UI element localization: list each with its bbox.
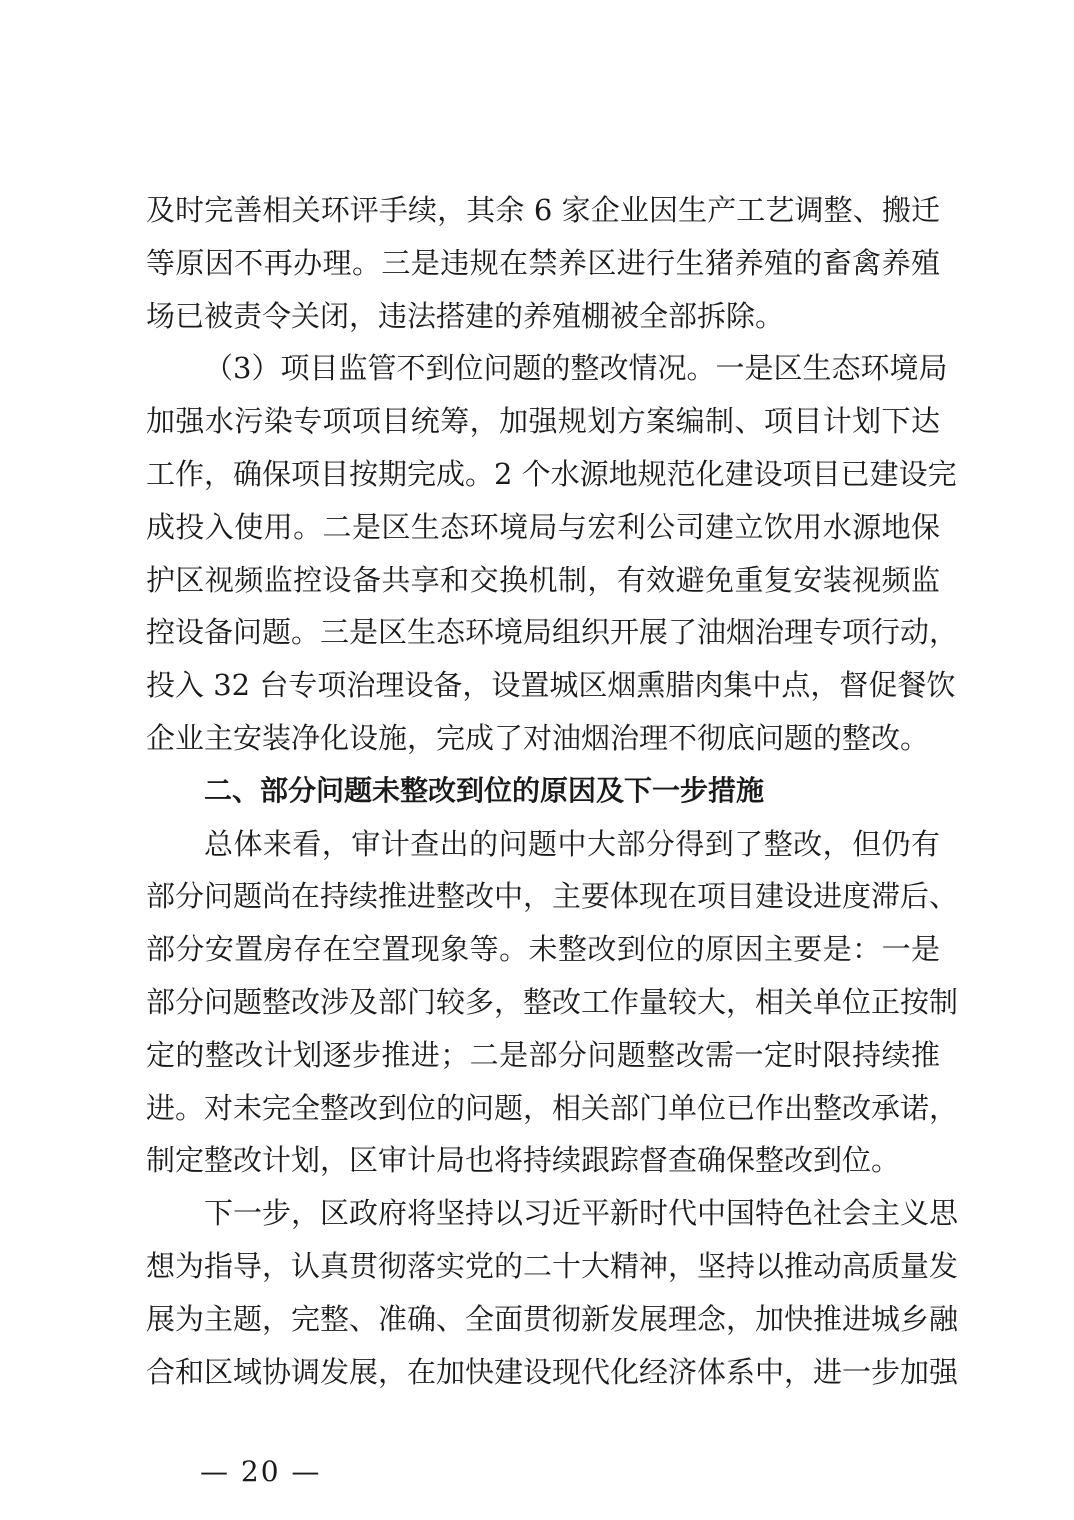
text-line: 部分问题尚在持续推进整改中，主要体现在项目建设进度滞后、 bbox=[146, 879, 959, 913]
text-line: 成投入使用。二是区生态环境局与宏利公司建立饮用水源地保 bbox=[146, 510, 940, 544]
text-line: 控设备问题。三是区生态环境局组织开展了油烟治理专项行动， bbox=[146, 615, 959, 649]
text-line: 下一步，区政府将坚持以习近平新时代中国特色社会主义思 bbox=[204, 1196, 959, 1230]
text-line: 想为指导，认真贯彻落实党的二十大精神，坚持以推动高质量发 bbox=[146, 1249, 959, 1283]
text-line: 部分问题整改涉及部门较多，整改工作量较大，相关单位正按制 bbox=[146, 985, 959, 1019]
text-line: 合和区域协调发展，在加快建设现代化经济体系中，进一步加强 bbox=[146, 1355, 959, 1389]
text-line: 展为主题，完整、准确、全面贯彻新发展理念，加快推进城乡融 bbox=[146, 1302, 959, 1336]
text-line: （3）项目监管不到位问题的整改情况。一是区生态环境局 bbox=[204, 351, 948, 385]
text-line: 进。对未完全整改到位的问题，相关部门单位已作出整改承诺， bbox=[146, 1091, 959, 1125]
text-line: 制定整改计划，区审计局也将持续跟踪督查确保整改到位。 bbox=[146, 1143, 901, 1177]
text-line: 企业主安装净化设施，完成了对油烟治理不彻底问题的整改。 bbox=[146, 721, 930, 755]
text-line: 部分安置房存在空置现象等。未整改到位的原因主要是：一是 bbox=[146, 932, 940, 966]
text-line: 等原因不再办理。三是违规在禁养区进行生猪养殖的畜禽养殖 bbox=[146, 246, 940, 280]
text-line: 总体来看，审计查出的问题中大部分得到了整改，但仍有 bbox=[204, 827, 940, 861]
text-line: 定的整改计划逐步推进；二是部分问题整改需一定时限持续推 bbox=[146, 1038, 940, 1072]
text-line: 护区视频监控设备共享和交换机制，有效避免重复安装视频监 bbox=[146, 563, 940, 597]
text-line: 及时完善相关环评手续，其余 6 家企业因生产工艺调整、搬迁 bbox=[146, 193, 940, 227]
text-line: 投入 32 台专项治理设备，设置城区烟熏腊肉集中点，督促餐饮 bbox=[146, 668, 956, 702]
page-number: — 20 — bbox=[200, 1455, 322, 1488]
section-heading: 二、部分问题未整改到位的原因及下一步措施 bbox=[204, 774, 765, 807]
text-line: 加强水污染专项项目统筹，加强规划方案编制、项目计划下达 bbox=[146, 404, 940, 438]
text-line: 工作，确保项目按期完成。2 个水源地规范化建设项目已建设完 bbox=[146, 457, 957, 491]
text-line: 场已被责令关闭，违法搭建的养殖棚被全部拆除。 bbox=[146, 299, 785, 333]
